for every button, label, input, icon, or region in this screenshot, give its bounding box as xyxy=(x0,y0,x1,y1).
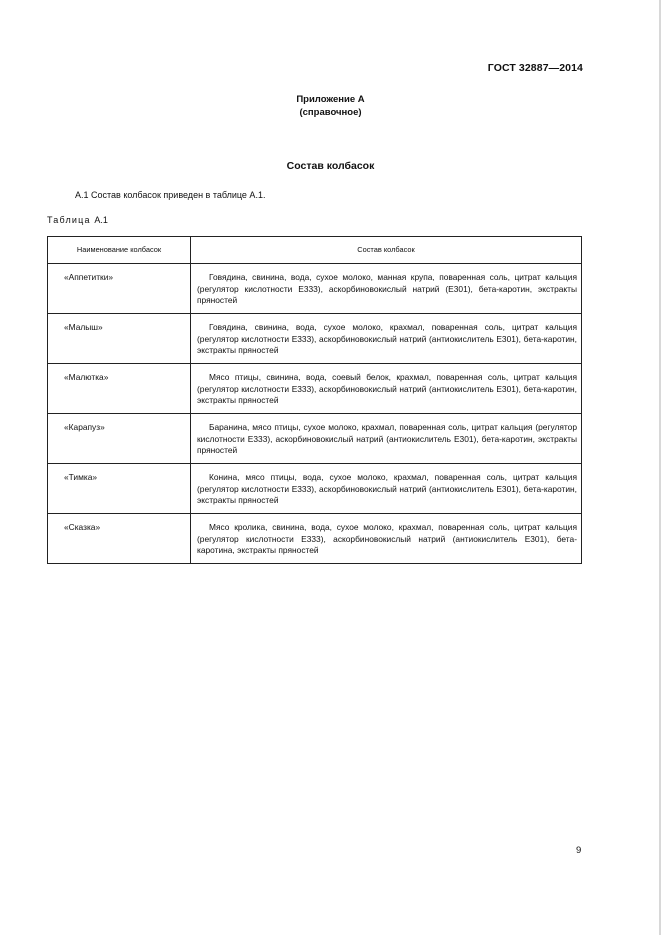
table-row xyxy=(48,314,582,364)
table-caption-number: А.1 xyxy=(94,215,108,225)
sausage-composition: Конина, мясо птицы, вода, сухое молоко, крахмал, поваренная соль, цитрат кальция (регулятор кислотности Е333), аскорбиновокислый натрий (антиокислитель Е301), бета-каротин, экстракты пряностей xyxy=(191,464,582,514)
sausage-name: «Малютка» xyxy=(48,364,191,414)
sausage-name: «Сказка» xyxy=(48,514,191,564)
appendix-title: Приложение А xyxy=(296,94,365,105)
sausage-composition: Говядина, свинина, вода, сухое молоко, манная крупа, поваренная соль, цитрат кальция (регулятор кислотности Е333), аскорбиновокислый натрий (Е301), бета-каротин, экстракты пряностей xyxy=(191,264,582,314)
column-header-composition: Состав колбасок xyxy=(191,237,582,264)
table-row xyxy=(48,414,582,464)
composition-table xyxy=(47,236,582,564)
table-row xyxy=(48,364,582,414)
table-caption xyxy=(47,215,108,225)
table-caption-label: Таблица xyxy=(47,215,91,225)
sausage-name: «Карапуз» xyxy=(48,414,191,464)
section-title: Состав колбасок xyxy=(286,160,375,172)
column-header-name: Наименование колбасок xyxy=(48,237,191,264)
sausage-name: «Аппетитки» xyxy=(48,264,191,314)
intro-paragraph: А.1 Состав колбасок приведен в таблице А.1. xyxy=(75,190,266,200)
table-row xyxy=(48,264,582,314)
appendix-subtitle: (справочное) xyxy=(299,107,362,118)
table-header-row xyxy=(48,237,582,264)
sausage-composition: Мясо кролика, свинина, вода, сухое молоко, крахмал, поваренная соль, цитрат кальция (регулятор кислотности Е333), аскорбиновокислый натрий (антиокислитель Е301), бета-каротина, экстракты пряностей xyxy=(191,514,582,564)
table-row xyxy=(48,514,582,564)
sausage-name: «Тимка» xyxy=(48,464,191,514)
sausage-composition: Мясо птицы, свинина, вода, соевый белок, крахмал, поваренная соль, цитрат кальция (регулятор кислотности Е333), аскорбиновокислый натрий (антиокислитель Е301), бета-каротин, экстракты пряностей xyxy=(191,364,582,414)
appendix-heading xyxy=(0,93,661,119)
sausage-composition: Говядина, свинина, вода, сухое молоко, крахмал, поваренная соль, цитрат кальция (регулятор кислотности Е333), аскорбиновокислый натрий (антиокислитель Е301), бета-каротин, экстракты пряностей xyxy=(191,314,582,364)
sausage-name: «Малыш» xyxy=(48,314,191,364)
page-number: 9 xyxy=(576,845,582,856)
sausage-composition: Баранина, мясо птицы, сухое молоко, крахмал, поваренная соль, цитрат кальция (регулятор кислотности Е333), аскорбиновокислый натрий (антиокислитель Е301), бета-каротин, экстракты пряностей xyxy=(191,414,582,464)
standard-code: ГОСТ 32887—2014 xyxy=(487,62,583,74)
table-row xyxy=(48,464,582,514)
